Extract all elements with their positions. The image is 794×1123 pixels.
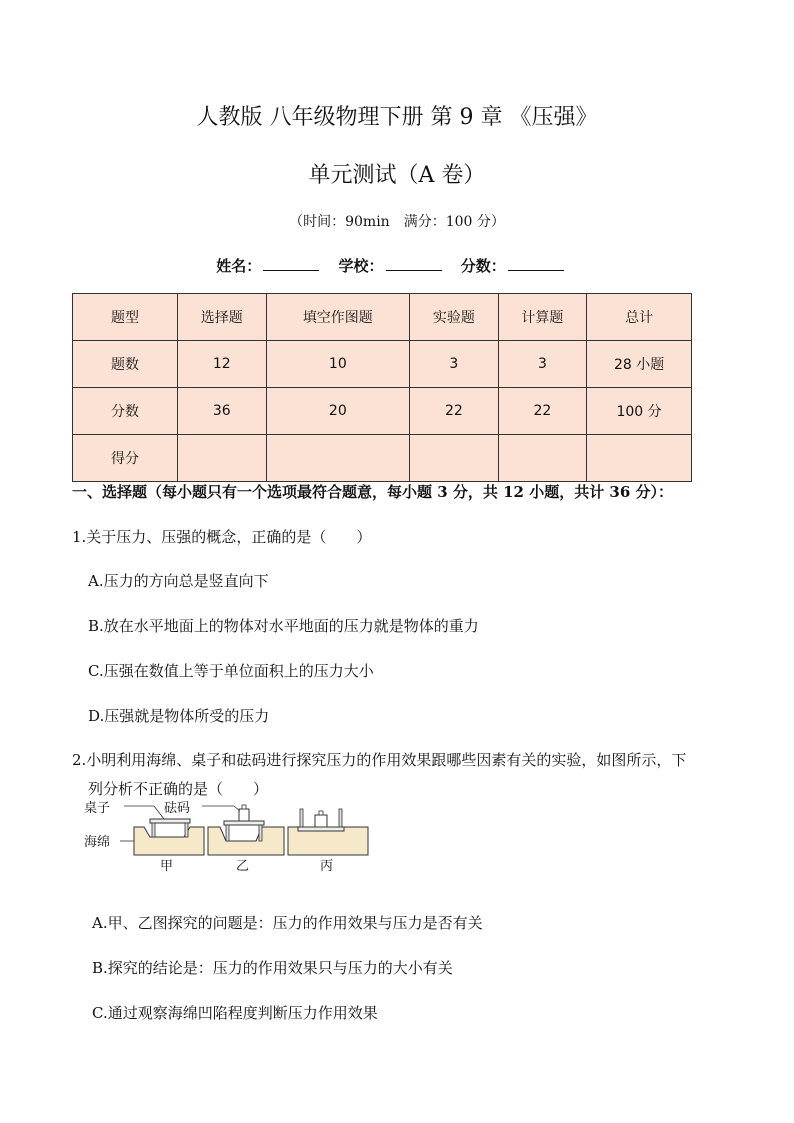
question-1-option-a[interactable]: A.压力的方向总是竖直向下 [88,572,269,590]
table-cell: 3 [498,341,587,388]
table-row [73,435,692,482]
question-1-option-d[interactable]: D.压强就是物体所受的压力 [88,707,270,725]
name-label: 姓名： [216,257,262,275]
figure-label-yi: 乙 [236,859,250,874]
document-title: 人教版 八年级物理下册 第 9 章 《压强》 [196,105,598,130]
question-1-option-c[interactable]: C.压强在数值上等于单位面积上的压力大小 [88,662,374,680]
score-entry-cell[interactable] [266,435,410,482]
table-cell: 100 分 [587,388,692,435]
table-cell: 28 小题 [587,341,692,388]
table-cell: 填空作图题 [266,294,410,341]
sponge-block-bing [288,809,368,855]
school-label: 学校： [338,257,384,275]
score-entry-cell[interactable] [410,435,499,482]
question-1-option-b[interactable]: B.放在水平地面上的物体对水平地面的压力就是物体的重力 [88,617,479,635]
table-cell: 12 [178,341,267,388]
table-cell: 22 [410,388,499,435]
question-2-option-a[interactable]: A.甲、乙图探究的问题是：压力的作用效果与压力是否有关 [92,914,483,932]
score-entry-cell[interactable] [498,435,587,482]
question-1-stem: 1.关于压力、压强的概念，正确的是（ ） [72,528,372,546]
name-blank[interactable] [263,256,319,271]
question-2-stem-line2: 列分析不正确的是（ ） [88,780,269,798]
table-row [73,341,692,388]
question-2-option-b[interactable]: B.探究的结论是：压力的作用效果只与压力的大小有关 [92,959,453,977]
figure-label-jia: 甲 [160,859,174,874]
table-cell: 36 [178,388,267,435]
figure-label-sponge: 海绵 [84,835,111,850]
table-cell: 实验题 [410,294,499,341]
score-entry-cell[interactable] [178,435,267,482]
exam-meta: （时间：90min 满分：100 分） [289,214,505,230]
school-blank[interactable] [386,256,442,271]
table-cell: 计算题 [498,294,587,341]
question-2-stem-line1: 2.小明利用海绵、桌子和砝码进行探究压力的作用效果跟哪些因素有关的实验，如图所示，下 [72,751,687,769]
table-cell: 总计 [587,294,692,341]
sponge-block-yi [208,805,284,855]
section-heading: 一、选择题（每小题只有一个选项最符合题意，每小题 3 分，共 12 小题，共计 36 分）： [72,483,674,501]
pressure-experiment-figure [84,797,384,881]
experiment-diagram [84,797,384,877]
table-cell: 选择题 [178,294,267,341]
score-blank[interactable] [508,256,564,271]
table-cell: 20 [266,388,410,435]
figure-label-bing: 丙 [320,859,334,874]
table-row [73,388,692,435]
table-cell: 分数 [73,388,178,435]
sponge-block-jia [134,819,204,855]
score-label: 分数： [460,257,506,275]
figure-label-table: 桌子 [84,801,111,816]
table-cell: 22 [498,388,587,435]
table-cell: 得分 [73,435,178,482]
score-table [72,293,692,482]
score-table-header-row [73,294,692,341]
table-cell: 题型 [73,294,178,341]
question-2-option-c[interactable]: C.通过观察海绵凹陷程度判断压力作用效果 [92,1004,378,1022]
table-cell: 10 [266,341,410,388]
student-info-fields [0,255,794,276]
score-entry-cell[interactable] [587,435,692,482]
table-cell: 题数 [73,341,178,388]
table-cell: 3 [410,341,499,388]
document-subtitle: 单元测试（A 卷） [308,163,486,188]
figure-label-weight: 砝码 [164,801,191,816]
